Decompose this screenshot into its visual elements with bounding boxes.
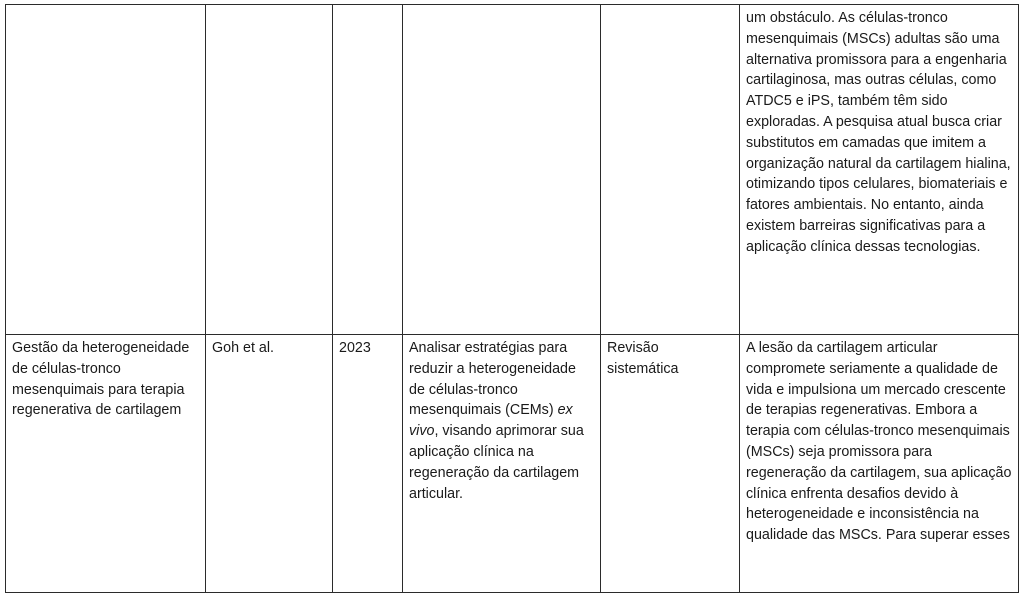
objective-cell bbox=[403, 5, 601, 335]
summary-cell bbox=[740, 5, 1019, 335]
objective-cell bbox=[403, 335, 601, 593]
title-cell bbox=[6, 335, 206, 593]
study-summary: um obstáculo. As células-tronco mesenquimais (MSCs) adultas são uma alternativa promissora para a engenharia cartilaginosa, mas outras células, como ATDC5 e iPS, também têm sido exploradas. A pesquisa atual busca criar substitutos em camadas que imitem a organização natural da cartilagem hialina, otimizando tipos celulares, biomateriais e fatores ambientais. No entanto, ainda existem barreiras significativas para a aplicação clínica dessas tecnologias. bbox=[746, 10, 1011, 255]
table-row bbox=[6, 5, 1019, 335]
study-authors: Goh et al. bbox=[212, 340, 274, 356]
study-year: 2023 bbox=[339, 340, 371, 356]
title-cell bbox=[6, 5, 206, 335]
study-title: Gestão da heterogeneidade de células-tronco mesenquimais para terapia regenerativa de cartilagem bbox=[12, 340, 190, 419]
study-type: Revisão sistemática bbox=[607, 340, 679, 377]
objective-italic-term: ex vivo bbox=[409, 402, 573, 440]
authors-cell bbox=[206, 5, 333, 335]
literature-review-table bbox=[5, 4, 1019, 593]
objective-text-start: Analisar estratégias para reduzir a heterogeneidade de células-tronco mesenquimais (CEMs) bbox=[409, 340, 576, 419]
authors-cell bbox=[206, 335, 333, 593]
summary-cell bbox=[740, 335, 1019, 593]
study-objective bbox=[409, 340, 584, 502]
year-cell bbox=[333, 5, 403, 335]
study-summary: A lesão da cartilagem articular compromete seriamente a qualidade de vida e impulsiona um mercado crescente de terapias regenerativas. Embora a terapia com células-tronco mesenquimais (MSCs) seja promissora para regeneração da cartilagem, sua aplicação clínica enfrenta desafios devido à heterogeneidade e inconsistência na qualidade das MSCs. Para superar esses bbox=[746, 340, 1012, 544]
table-row bbox=[6, 335, 1019, 593]
type-cell bbox=[601, 5, 740, 335]
objective-text-end: , visando aprimorar sua aplicação clínica na regeneração da cartilagem articular. bbox=[409, 423, 584, 502]
type-cell bbox=[601, 335, 740, 593]
year-cell bbox=[333, 335, 403, 593]
